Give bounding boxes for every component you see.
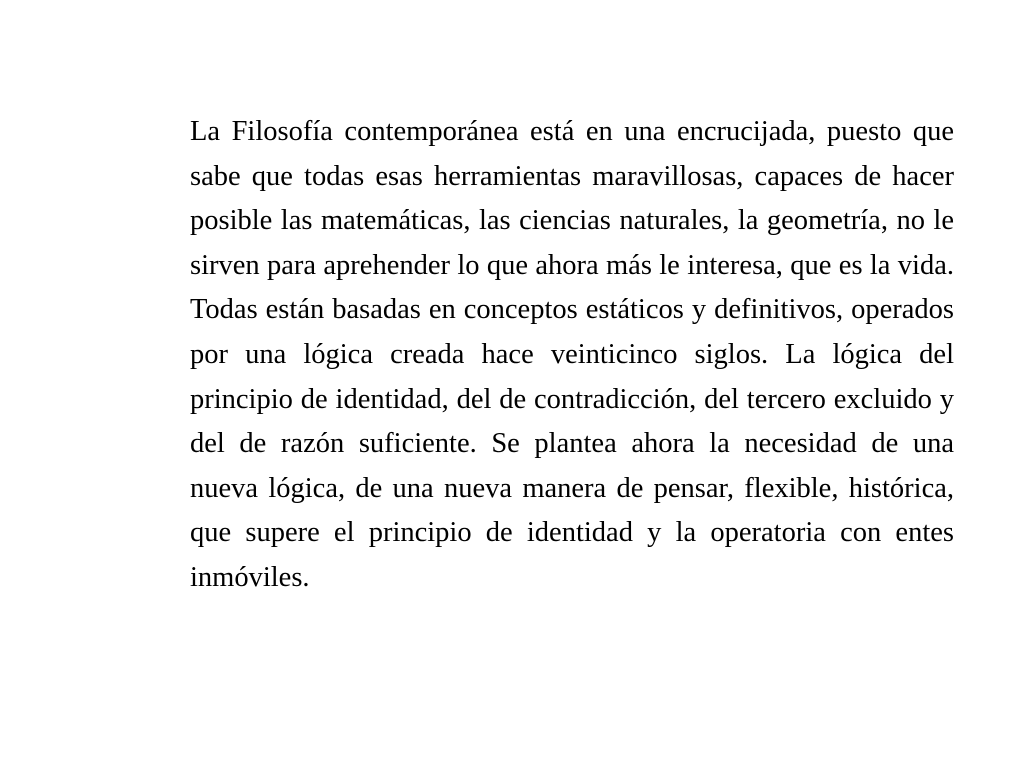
body-paragraph: La Filosofía contemporánea está en una encrucijada, puesto que sabe que todas esas herramientas maravillosas, capaces de hacer posible las matemáticas, las ciencias naturales, la geometría, no le sirven para aprehender lo que ahora más le interesa, que es la vida. Todas están basadas en conceptos estáticos y definitivos, operados por una lógica creada hace veinticinco siglos. La lógica del principio de identidad, del de contradicción, del tercero excluido y del de razón suficiente. Se plantea ahora la necesidad de una nueva lógica, de una nueva manera de pensar, flexible, histórica, que supere el principio de identidad y la operatoria con entes inmóviles. [190,116,954,593]
